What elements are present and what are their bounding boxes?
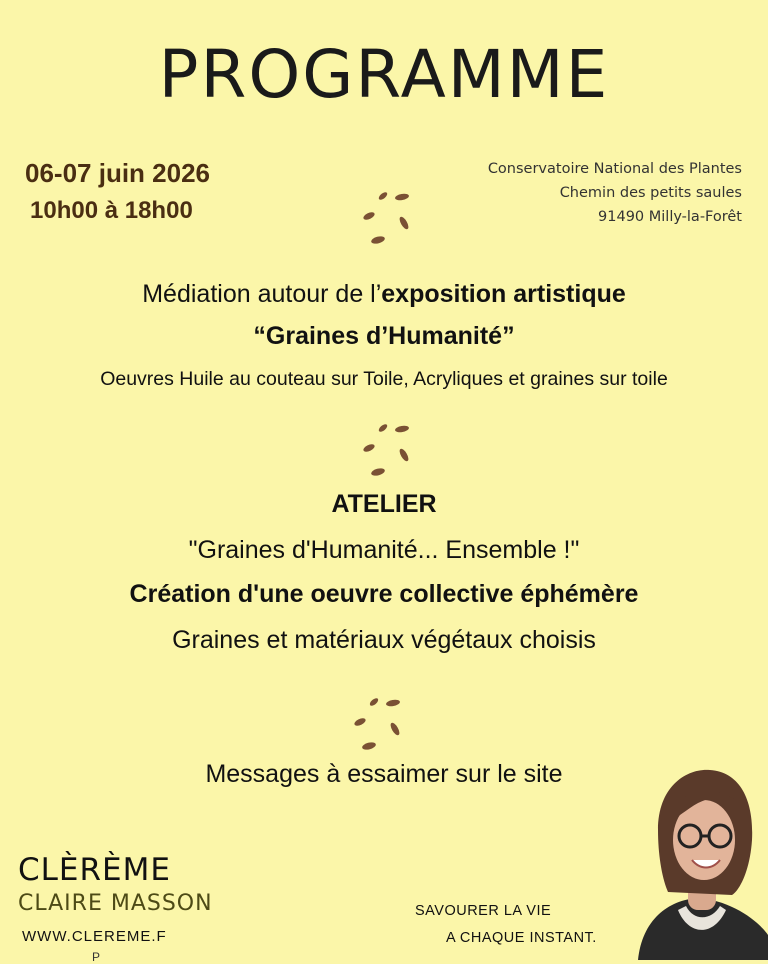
brand-name: CLÈRÈME xyxy=(18,852,171,888)
exhibition-intro-bold: exposition artistique xyxy=(381,280,626,308)
messages-text: Messages à essaimer sur le site xyxy=(205,760,563,788)
artist-name: CLAIRE MASSON xyxy=(18,891,213,916)
workshop-heading: ATELIER xyxy=(331,490,437,518)
exhibition-intro xyxy=(0,280,768,309)
workshop-materials: Graines et matériaux végétaux choisis xyxy=(172,626,596,654)
seeds-icon xyxy=(357,188,427,248)
exhibition-description: Oeuvres Huile au couteau sur Toile, Acryliques et graines sur toile xyxy=(100,368,668,390)
address-line: Chemin des petits saules xyxy=(559,185,742,201)
portrait-photo xyxy=(628,760,768,960)
workshop-name: "Graines d'Humanité... Ensemble !" xyxy=(188,536,580,564)
event-hours: 10h00 à 18h00 xyxy=(30,197,193,224)
address-line: 91490 Milly-la-Forêt xyxy=(598,209,742,225)
slogan-line: SAVOURER LA VIE xyxy=(415,903,552,919)
event-date: 06-07 juin 2026 xyxy=(25,158,210,188)
venue-address xyxy=(488,157,742,229)
seeds-icon xyxy=(357,420,427,480)
seeds-icon xyxy=(348,694,418,754)
cropped-text: P xyxy=(92,950,101,964)
exhibition-name: “Graines d’Humanité” xyxy=(253,322,515,350)
website-link[interactable]: WWW.CLEREME.F xyxy=(22,928,167,945)
exhibition-intro-text: Médiation autour de l’ xyxy=(142,280,382,308)
page-title: PROGRAMME xyxy=(158,36,610,113)
workshop-subtitle: Création d'une oeuvre collective éphémère xyxy=(129,580,639,608)
address-line: Conservatoire National des Plantes xyxy=(487,161,742,177)
slogan-line: A CHAQUE INSTANT. xyxy=(446,930,597,946)
